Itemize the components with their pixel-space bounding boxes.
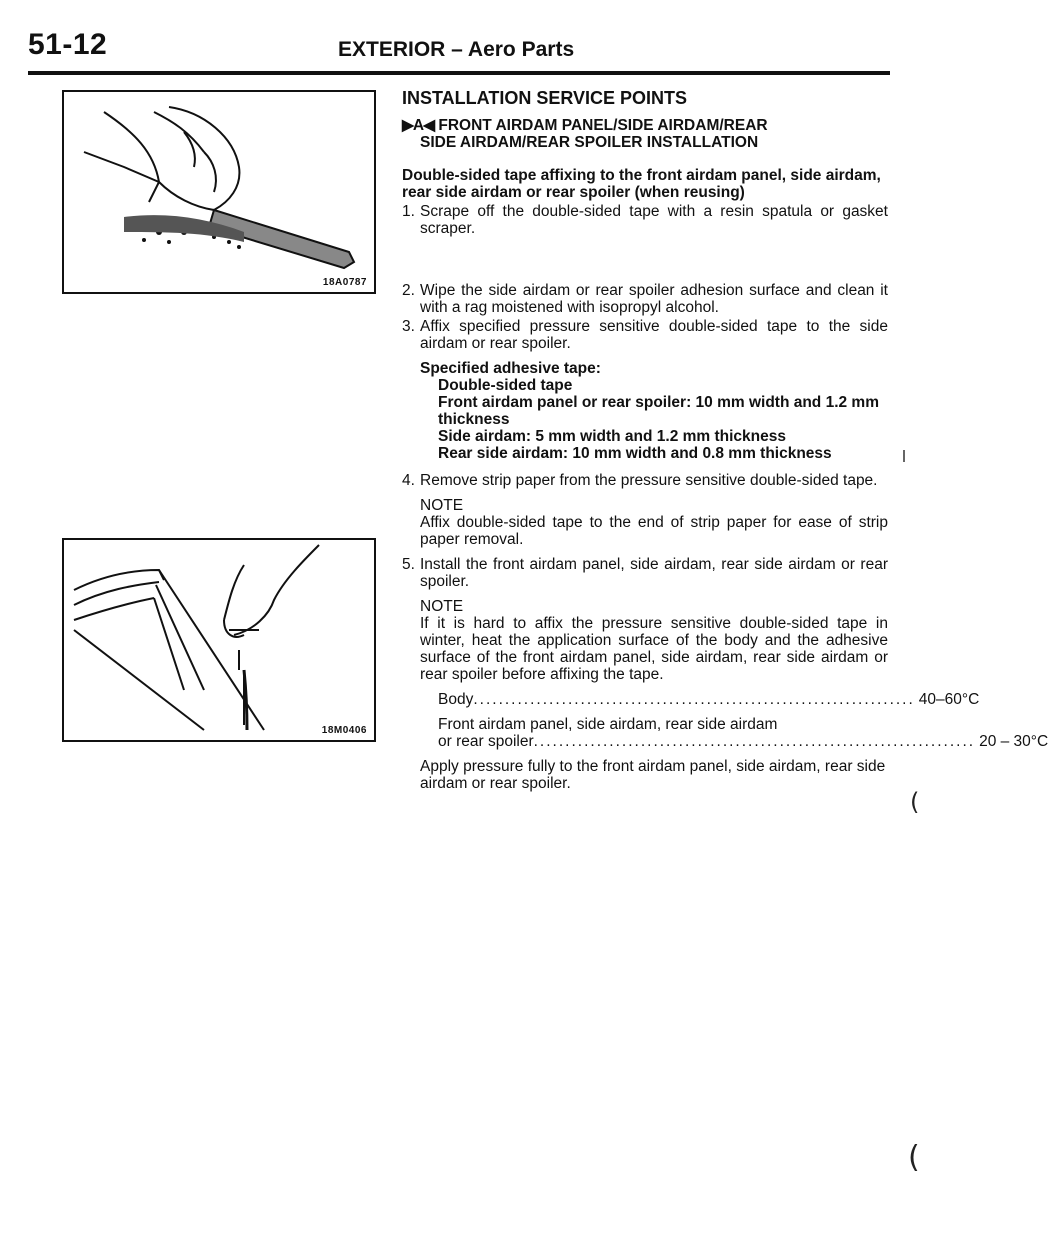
procedure-heading-line2: SIDE AIRDAM/REAR SPOILER INSTALLATION xyxy=(420,134,759,151)
service-point-marker: ▶A◀ xyxy=(402,117,435,134)
margin-mark-icon xyxy=(903,450,905,462)
adhesive-spec xyxy=(420,360,888,462)
temperature-value: 20 – 30°C xyxy=(979,733,1048,750)
step-text: Install the front airdam panel, side airdam, rear side airdam or rear spoiler. xyxy=(420,556,888,590)
header-rule xyxy=(28,71,890,75)
page-title: EXTERIOR – Aero Parts xyxy=(338,38,575,61)
spec-line-2: Side airdam: 5 mm width and 1.2 mm thickness xyxy=(438,428,786,445)
temperature-value: 40–60°C xyxy=(918,691,980,708)
note-text: Affix double-sided tape to the end of strip paper for ease of strip paper removal. xyxy=(420,514,888,548)
step-1 xyxy=(402,203,888,237)
figure-id: 18A0787 xyxy=(322,277,367,288)
temperature-label: Body xyxy=(438,691,474,708)
hand-scraping-tape-illustration xyxy=(64,92,374,292)
step-text: Affix specified pressure sensitive double-sided tape to the side airdam or rear spoiler. xyxy=(420,318,888,352)
spec-label: Specified adhesive tape: xyxy=(420,360,601,377)
section-title: INSTALLATION SERVICE POINTS xyxy=(402,88,688,108)
step-3 xyxy=(402,318,888,352)
step-number: 1. xyxy=(402,203,415,220)
temperature-label-line1: Front airdam panel, side airdam, rear side airdam xyxy=(438,716,778,733)
hand-affixing-tape-illustration xyxy=(64,540,374,740)
figure-affixing-tape xyxy=(62,538,376,742)
step-text: Remove strip paper from the pressure sensitive double-sided tape. xyxy=(420,472,878,489)
page-header xyxy=(0,0,960,80)
page-number: 51-12 xyxy=(28,28,108,61)
step-number: 2. xyxy=(402,282,415,299)
instructions-column xyxy=(402,88,1048,792)
spec-line-3: Rear side airdam: 10 mm width and 0.8 mm thickness xyxy=(438,445,832,462)
step-text: Wipe the side airdam or rear spoiler adhesion surface and clean it with a rag moistened with isopropyl alcohol. xyxy=(420,282,888,316)
intro-paragraph: Double-sided tape affixing to the front airdam panel, side airdam, rear side airdam or rear spoiler (when reusing) xyxy=(402,167,881,201)
figure-id: 18M0406 xyxy=(321,725,367,736)
step-number: 5. xyxy=(402,556,415,573)
step-5 xyxy=(402,556,888,590)
step-4 xyxy=(402,472,888,489)
step-text: Scrape off the double-sided tape with a resin spatula or gasket scraper. xyxy=(420,203,888,237)
temperature-label: or rear spoiler xyxy=(438,733,534,750)
step-number: 3. xyxy=(402,318,415,335)
temperature-row-parts xyxy=(438,733,1048,750)
procedure-heading-line1: FRONT AIRDAM PANEL/SIDE AIRDAM/REAR xyxy=(438,117,768,134)
note-label: NOTE xyxy=(420,598,464,615)
leader-dots: ...................................................................... xyxy=(473,691,915,708)
step-number: 4. xyxy=(402,472,415,489)
margin-bracket-icon: ( xyxy=(908,1140,920,1175)
spec-type: Double-sided tape xyxy=(438,377,573,394)
note-label: NOTE xyxy=(420,497,464,514)
margin-bracket-icon: ( xyxy=(910,788,920,816)
step-2 xyxy=(402,282,888,316)
note-text: If it is hard to affix the pressure sensitive double-sided tape in winter, heat the application surface of the body and the adhesive surface of the front airdam panel, side airdam, rear side airdam or rear spoiler before affixing the tape. xyxy=(420,615,888,683)
leader-dots: ...................................................................... xyxy=(533,733,976,750)
temperature-row-body xyxy=(438,691,980,708)
figure-scraping-tape xyxy=(62,90,376,294)
spec-line-1: Front airdam panel or rear spoiler: 10 mm width and 1.2 mm thickness xyxy=(438,394,880,428)
procedure-heading xyxy=(402,117,888,151)
final-instruction: Apply pressure fully to the front airdam panel, side airdam, rear side airdam or rear spoiler. xyxy=(420,758,886,792)
